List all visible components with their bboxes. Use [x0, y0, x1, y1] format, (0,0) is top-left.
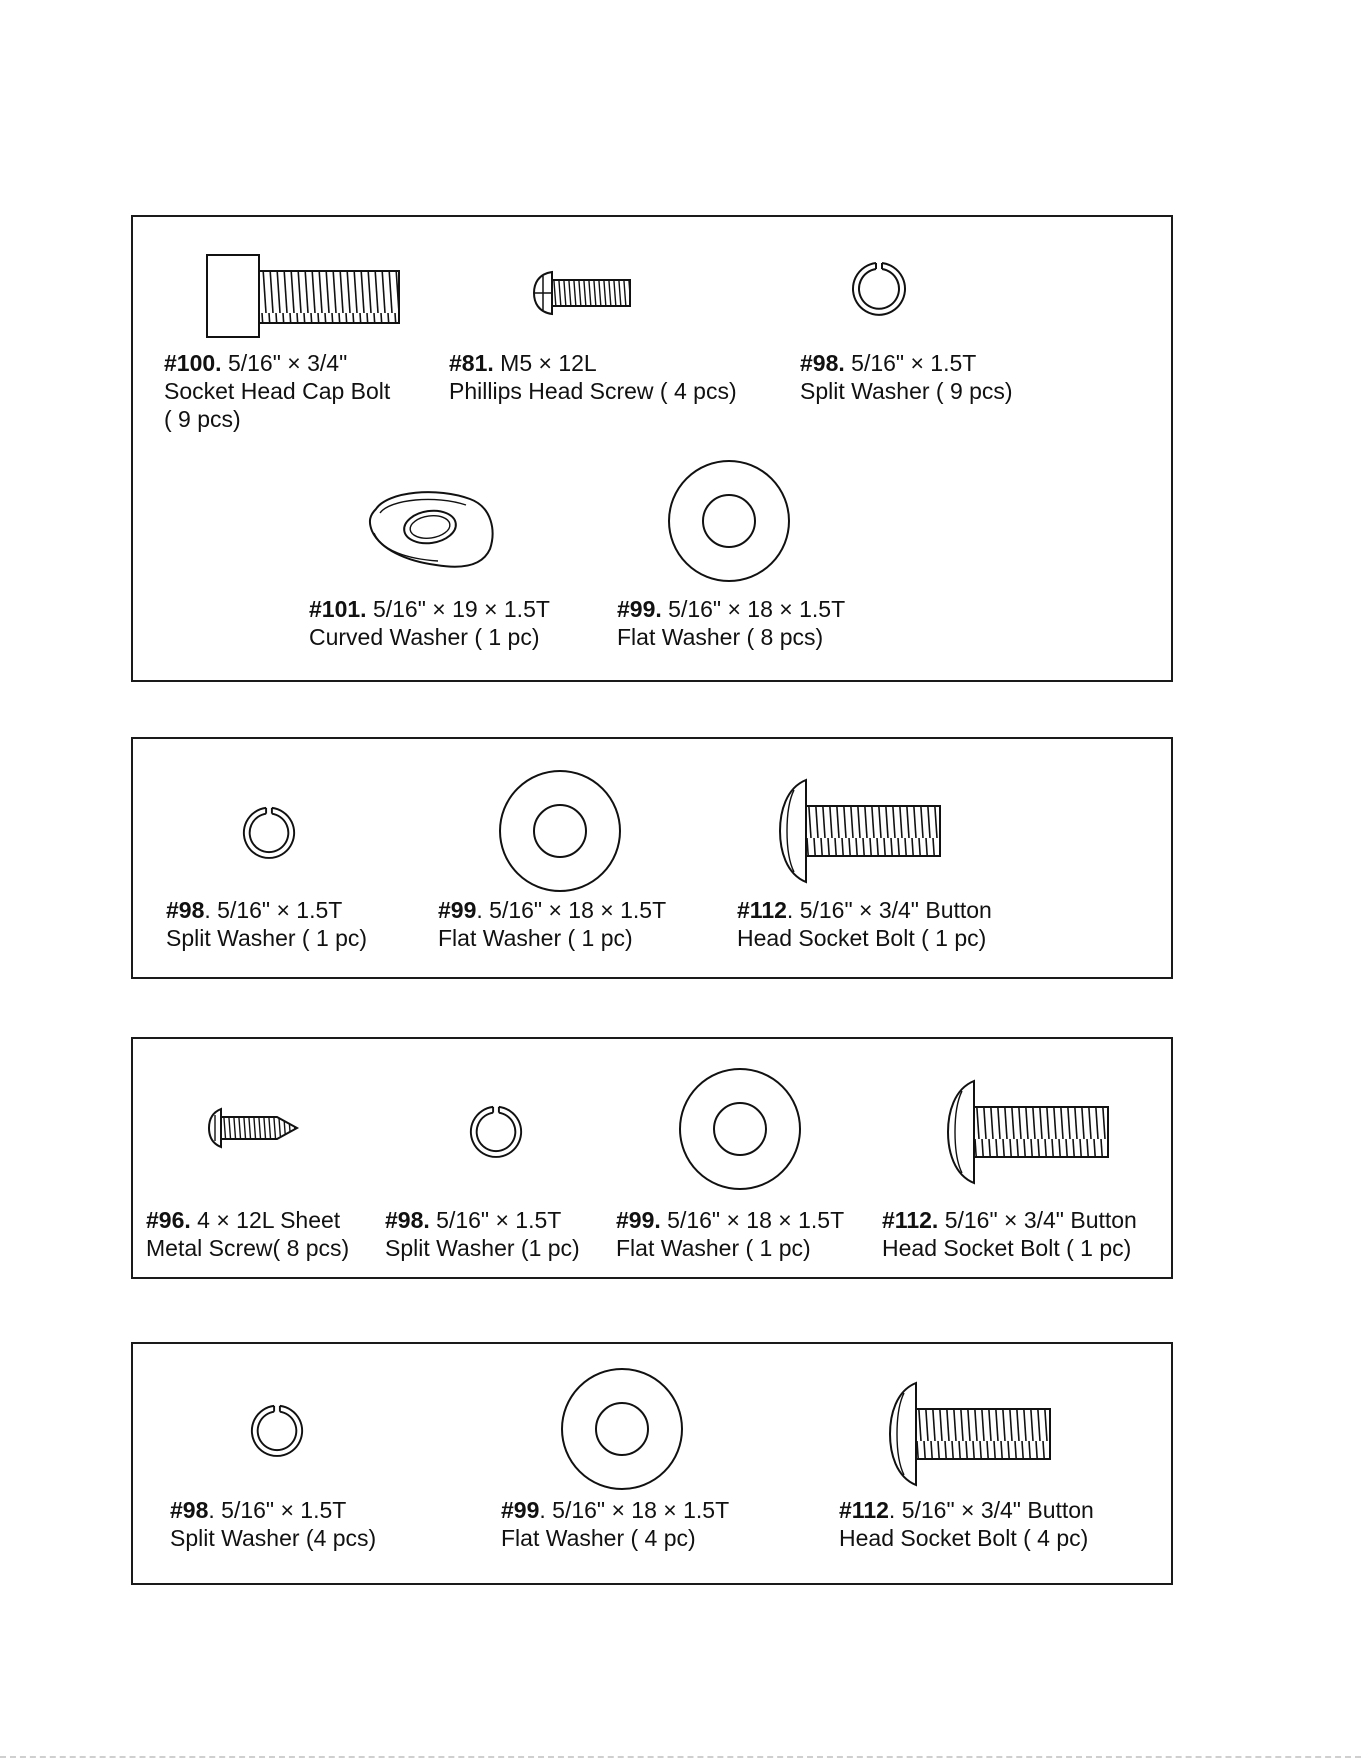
part-label-112: #112. 5/16" × 3/4" Button Head Socket Bolt ( 1 pc): [882, 1207, 1137, 1261]
sheet-metal-screw-icon: [207, 1105, 301, 1151]
part-label-99: #99. 5/16" × 18 × 1.5T Flat Washer ( 1 pc): [616, 1207, 845, 1261]
flat-washer-icon: [560, 1367, 684, 1491]
hardware-panel-4: [131, 1342, 1173, 1585]
flat-washer-icon: [667, 459, 791, 583]
split-washer-icon: [248, 1402, 306, 1460]
part-label-98: #98. 5/16" × 1.5T Split Washer (4 pcs): [170, 1497, 377, 1551]
part-label-99: #99. 5/16" × 18 × 1.5T Flat Washer ( 1 pc): [438, 897, 667, 951]
part-label-98: #98. 5/16" × 1.5T Split Washer (1 pc): [385, 1207, 580, 1261]
part-label-101: #101. 5/16" × 19 × 1.5T Curved Washer ( 1 pc): [309, 596, 550, 650]
phillips-head-screw-icon: [532, 268, 634, 318]
part-label-100: #100. 5/16" × 3/4" Socket Head Cap Bolt ( 9 pcs): [164, 350, 391, 432]
part-label-98: #98. 5/16" × 1.5T Split Washer ( 1 pc): [166, 897, 368, 951]
split-washer-icon: [467, 1103, 525, 1161]
part-label-81: #81. M5 × 12L Phillips Head Screw ( 4 pcs): [449, 350, 737, 404]
split-washer-icon: [849, 259, 909, 319]
hardware-panel-2: [131, 737, 1173, 979]
hardware-panel-3: [131, 1037, 1173, 1279]
part-label-96: #96. 4 × 12L Sheet Metal Screw( 8 pcs): [146, 1207, 350, 1261]
part-label-112: #112. 5/16" × 3/4" Button Head Socket Bolt ( 1 pc): [737, 897, 992, 951]
hardware-panel-1: [131, 215, 1173, 682]
page-bottom-edge: [0, 1756, 1361, 1758]
split-washer-icon: [240, 804, 298, 862]
part-label-112: #112. 5/16" × 3/4" Button Head Socket Bolt ( 4 pc): [839, 1497, 1094, 1551]
part-label-99: #99. 5/16" × 18 × 1.5T Flat Washer ( 8 pcs): [617, 596, 846, 650]
part-label-98: #98. 5/16" × 1.5T Split Washer ( 9 pcs): [800, 350, 1013, 404]
curved-washer-icon: [366, 487, 498, 571]
flat-washer-icon: [498, 769, 622, 893]
flat-washer-icon: [678, 1067, 802, 1191]
socket-head-cap-bolt-icon: [205, 253, 405, 341]
button-head-socket-bolt-icon: [778, 778, 944, 884]
part-label-99: #99. 5/16" × 18 × 1.5T Flat Washer ( 4 pc): [501, 1497, 730, 1551]
button-head-socket-bolt-icon: [888, 1381, 1054, 1487]
button-head-socket-bolt-icon: [946, 1079, 1112, 1185]
